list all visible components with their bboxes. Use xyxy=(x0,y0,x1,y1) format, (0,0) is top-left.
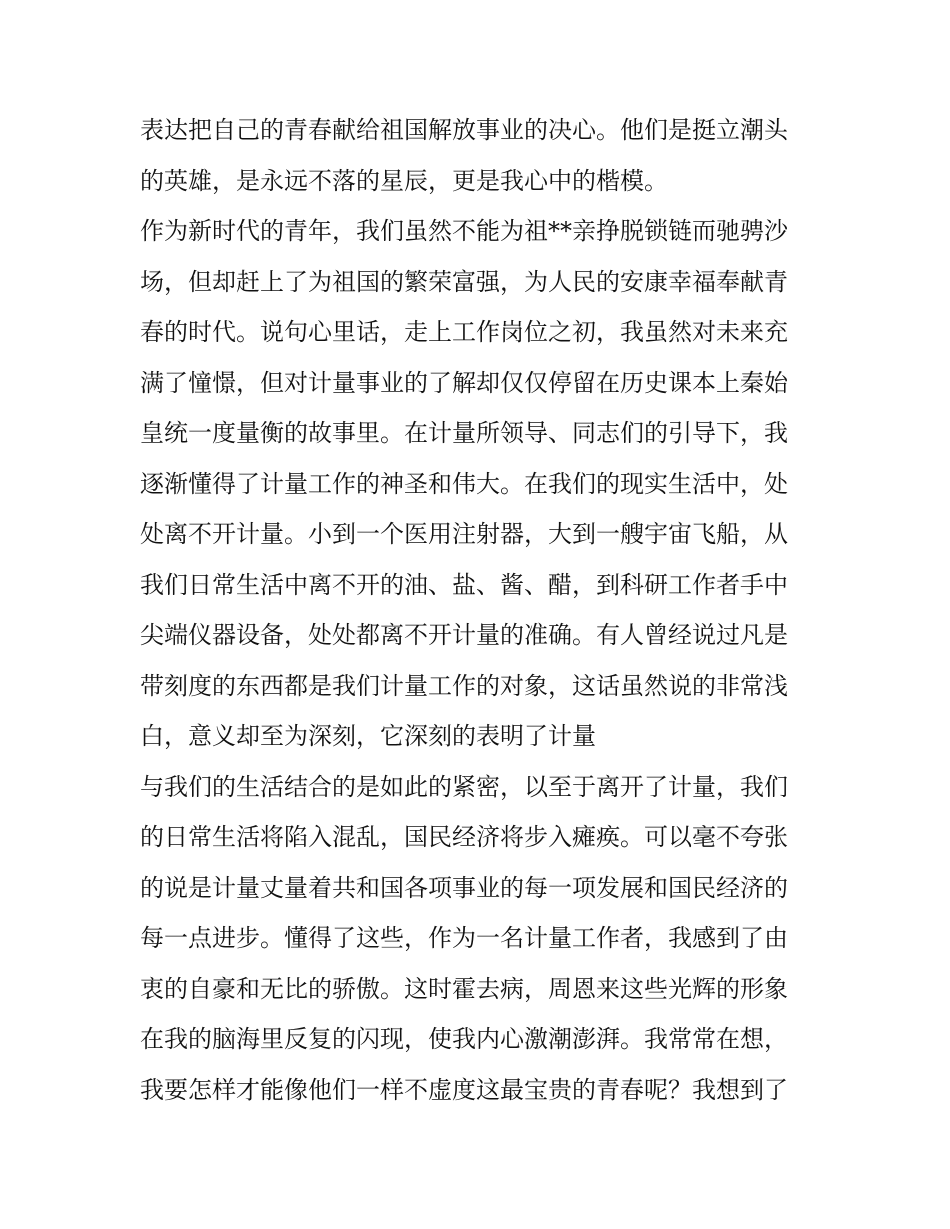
text-line: 皇统一度量衡的故事里。在计量所领导、同志们的引导下，我 xyxy=(140,419,788,447)
text-line: 白，意义却至为深刻，它深刻的表明了计量 xyxy=(140,722,596,750)
text-line: 衷的自豪和无比的骄傲。这时霍去病，周恩来这些光辉的形象 xyxy=(140,974,788,1003)
text-line: 逐渐懂得了计量工作的神圣和伟大。在我们的现实生活中，处 xyxy=(140,469,788,498)
text-line: 满了憧憬，但对计量事业的了解却仅仅停留在历史课本上秦始 xyxy=(140,368,788,397)
document-text xyxy=(140,105,820,1115)
text-line: 的日常生活将陷入混乱，国民经济将步入瘫痪。可以毫不夸张 xyxy=(140,823,788,851)
text-line: 的英雄，是永远不落的星辰，更是我心中的楷模。 xyxy=(140,166,668,195)
text-line: 的说是计量丈量着共和国各项事业的每一项发展和国民经济的 xyxy=(140,873,788,902)
text-line: 春的时代。说句心里话，走上工作岗位之初，我虽然对未来充 xyxy=(140,318,788,346)
text-line: 每一点进步。懂得了这些，作为一名计量工作者，我感到了由 xyxy=(140,924,788,952)
text-line: 场，但却赶上了为祖国的繁荣富强，为人民的安康幸福奉献青 xyxy=(140,267,788,296)
text-line: 作为新时代的青年，我们虽然不能为祖**亲挣脱锁链而驰骋沙 xyxy=(140,217,788,245)
text-line: 我们日常生活中离不开的油、盐、酱、醋，到科研工作者手中 xyxy=(140,570,788,599)
text-line: 表达把自己的青春献给祖国解放事业的决心。他们是挺立潮头 xyxy=(140,116,788,144)
text-line: 带刻度的东西都是我们计量工作的对象，这话虽然说的非常浅 xyxy=(140,671,788,700)
text-line: 在我的脑海里反复的闪现，使我内心激潮澎湃。我常常在想， xyxy=(140,1025,788,1053)
text-line: 尖端仪器设备，处处都离不开计量的准确。有人曾经说过凡是 xyxy=(140,621,788,649)
text-line: 处离不开计量。小到一个医用注射器，大到一艘宇宙飞船，从 xyxy=(140,520,788,548)
text-line: 我要怎样才能像他们一样不虚度这最宝贵的青春呢？我想到了 xyxy=(140,1075,788,1104)
text-line: 与我们的生活结合的是如此的紧密，以至于离开了计量，我们 xyxy=(140,772,788,801)
